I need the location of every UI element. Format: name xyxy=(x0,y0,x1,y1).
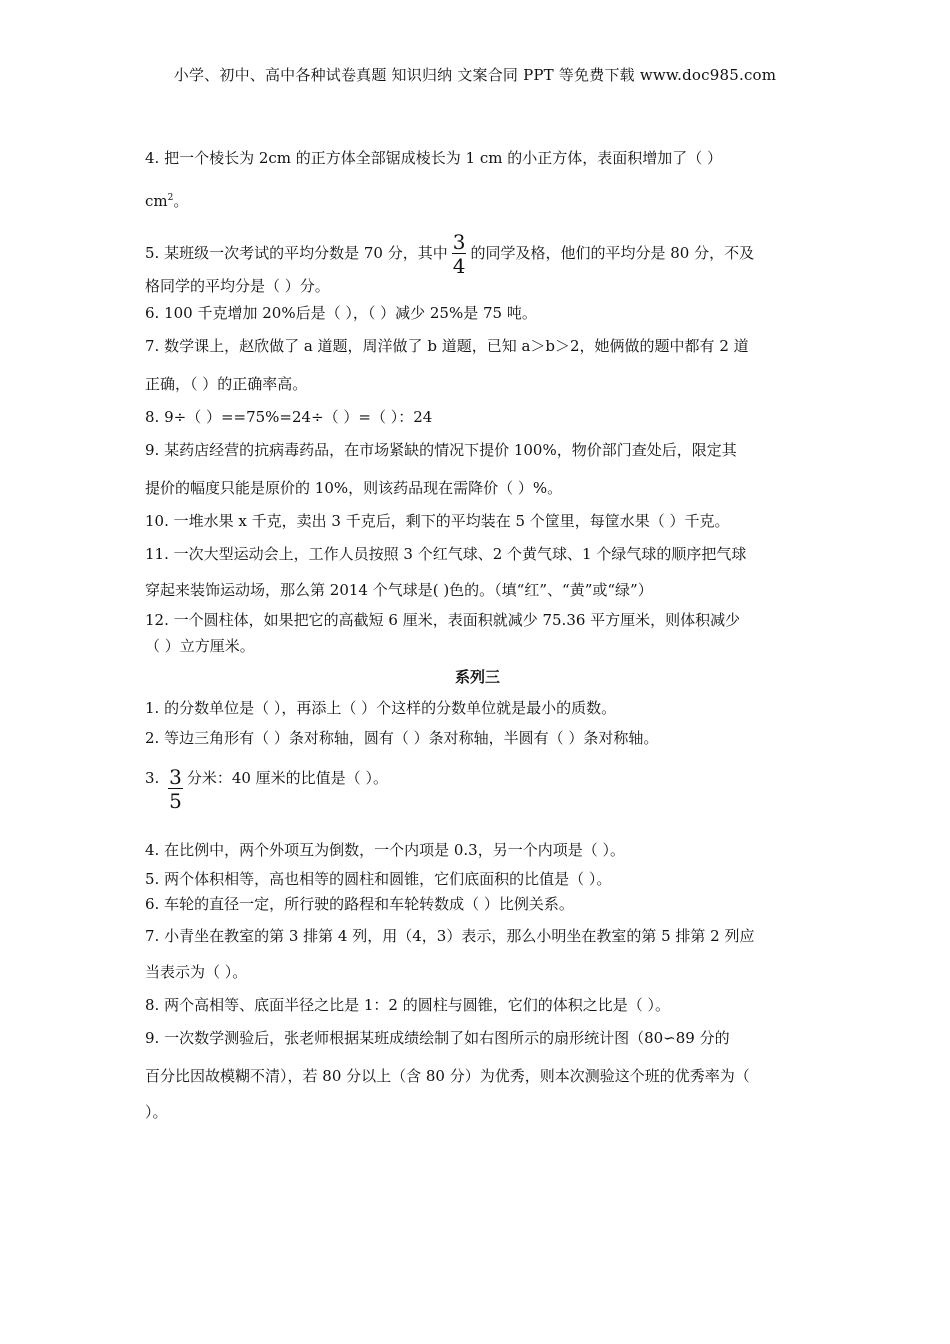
question-11-line-2: 穿起来装饰运动场，那么第 2014 个气球是( )色的。（填“红”、“黄”或“绿”） xyxy=(145,581,653,599)
question-7-line-1: 7. 数学课上，赵欣做了 a 道题，周洋做了 b 道题，已知 a＞b＞2，她俩做的题中都有 2 道 xyxy=(145,337,749,355)
question-4-line-1: 4. 把一个棱长为 2cm 的正方体全部锯成棱长为 1 cm 的小正方体，表面积增加了（ ） xyxy=(145,149,723,167)
section-title: 系列三 xyxy=(454,668,500,686)
series3-question-3 xyxy=(145,765,388,813)
question-5-line-2: 格同学的平均分是（ ）分。 xyxy=(145,277,330,295)
question-10: 10. 一堆水果 x 千克，卖出 3 千克后，剩下的平均装在 5 个筐里，每筐水果（ ）千克。 xyxy=(145,512,730,530)
fraction-three-fifths xyxy=(168,767,183,811)
question-4-line-2 xyxy=(145,188,188,211)
question-9-line-1: 9. 某药店经营的抗病毒药品，在市场紧缺的情况下提价 100%，物价部门查处后，限定其 xyxy=(145,441,737,459)
page-header: 小学、初中、高中各种试卷真题 知识归纳 文案合同 PPT 等免费下载 www.doc985.com xyxy=(173,66,777,84)
question-12-line-2: （ ）立方厘米。 xyxy=(145,637,255,655)
fraction-denominator: 5 xyxy=(169,789,182,813)
series3-question-9-line-1: 9. 一次数学测验后，张老师根据某班成绩绘制了如右图所示的扇形统计图（80∽89 分的 xyxy=(145,1029,730,1047)
question-11-line-1: 11. 一次大型运动会上，工作人员按照 3 个红气球、2 个黄气球、1 个绿气球的顺序把气球 xyxy=(145,545,747,563)
series3-question-8: 8. 两个高相等、底面半径之比是 1：2 的圆柱与圆锥，它们的体积之比是（ ）。 xyxy=(145,996,670,1014)
series3-question-2: 2. 等边三角形有（ ）条对称轴，圆有（ ）条对称轴，半圆有（ ）条对称轴。 xyxy=(145,729,659,747)
series3-question-9-line-2: 百分比因故模糊不清），若 80 分以上（含 80 分）为优秀，则本次测验这个班的优秀率为（ xyxy=(145,1067,750,1085)
question-6: 6. 100 千克增加 20%后是（ ），（ ）减少 25%是 75 吨。 xyxy=(145,304,537,322)
series3-question-4: 4. 在比例中，两个外项互为倒数，一个内项是 0.3，另一个内项是（ ）。 xyxy=(145,841,625,859)
series3-question-5: 5. 两个体积相等，高也相等的圆柱和圆锥，它们底面积的比值是（ ）。 xyxy=(145,870,612,888)
question-12-line-1: 12. 一个圆柱体，如果把它的高截短 6 厘米，表面积就减少 75.36 平方厘米，则体积减少 xyxy=(145,611,741,629)
question-9-line-2: 提价的幅度只能是原价的 10%，则该药品现在需降价（ ）%。 xyxy=(145,479,563,497)
unit-text: cm xyxy=(145,192,168,210)
series3-question-7-line-2: 当表示为（ ）。 xyxy=(145,963,248,981)
line-end: 。 xyxy=(173,192,189,210)
q5-text-before: 5. 某班级一次考试的平均分数是 70 分，其中 xyxy=(145,244,448,262)
question-5-line-1 xyxy=(145,232,754,276)
question-7-line-2: 正确，（ ）的正确率高。 xyxy=(145,375,308,393)
question-8: 8. 9÷（ ）==75%=24÷（ ）=（ ）：24 xyxy=(145,408,433,426)
s3-text-after: 分米：40 厘米的比值是（ ）。 xyxy=(186,769,388,787)
q5-text-after: 的同学及格，他们的平均分是 80 分，不及 xyxy=(470,244,755,262)
series3-question-1: 1. 的分数单位是（ ），再添上（ ）个这样的分数单位就是最小的质数。 xyxy=(145,699,617,717)
fraction-numerator: 3 xyxy=(169,765,182,789)
fraction-three-quarters xyxy=(452,232,467,276)
fraction-denominator: 4 xyxy=(452,254,466,278)
fraction-numerator: 3 xyxy=(452,230,466,254)
unit-exponent: 2 xyxy=(167,193,174,203)
series3-question-7-line-1: 7. 小青坐在教室的第 3 排第 4 列，用（4，3）表示，那么小明坐在教室的第 5 排第 2 列应 xyxy=(145,927,755,945)
series3-question-6: 6. 车轮的直径一定，所行驶的路程和车轮转数成（ ）比例关系。 xyxy=(145,895,574,913)
s3-text-before: 3. xyxy=(145,769,165,787)
series3-question-9-line-3: ）。 xyxy=(145,1103,168,1121)
